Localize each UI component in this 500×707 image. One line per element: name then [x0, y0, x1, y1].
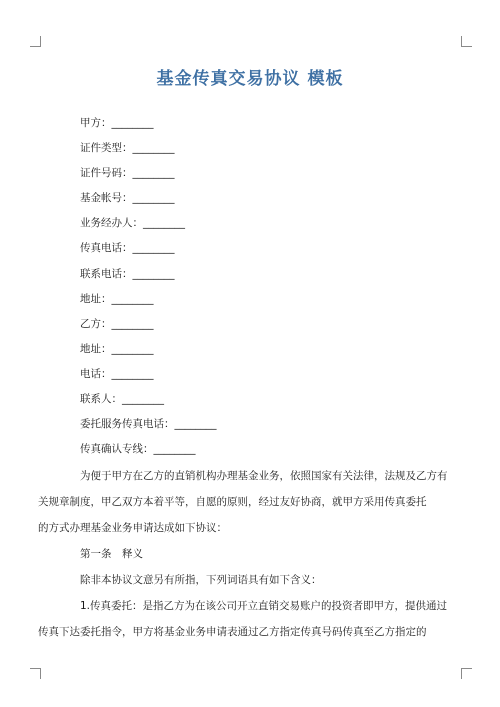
paragraph-purpose-line-3: 的方式办理基金业务申请达成如下协议： [38, 522, 227, 534]
field-agent: 业务经办人：________ [80, 217, 185, 230]
field-address-a: 地址：________ [80, 292, 154, 305]
document-title: 基金传真交易协议 模板 [156, 69, 344, 89]
definitions-intro: 除非本协议文意另有所指，下列词语具有如下含义： [80, 574, 322, 586]
party-info-fields [80, 116, 217, 467]
agreement-body [38, 463, 460, 645]
paragraph-purpose-line-2: 关规章制度，甲乙双方本着平等，自愿的原则，经过友好协商，就甲方采用传真委托 [38, 496, 427, 508]
field-fax: 传真电话：________ [80, 242, 175, 255]
article-one-heading: 第一条 释义 [80, 548, 143, 560]
field-id-type: 证件类型：________ [80, 142, 175, 155]
field-id-number: 证件号码：________ [80, 167, 175, 180]
field-party-b: 乙方：________ [80, 317, 154, 330]
crop-mark-top-right [461, 36, 472, 47]
field-service-fax: 委托服务传真电话：________ [80, 418, 217, 431]
field-phone-a: 联系电话：________ [80, 267, 175, 280]
definition-fax-line-2: 传真下达委托指令，甲方将基金业务申请表通过乙方指定传真号码传真至乙方指定的 [38, 626, 427, 638]
crop-mark-bottom-right [461, 668, 472, 679]
crop-mark-bottom-left [30, 668, 41, 679]
field-contact-b: 联系人：________ [80, 393, 164, 406]
field-party-a: 甲方：________ [80, 117, 154, 129]
paragraph-purpose-line-1: 为便于甲方在乙方的直销机构办理基金业务，依照国家有关法律，法规及乙方有 [80, 470, 448, 482]
crop-mark-top-left [30, 36, 41, 47]
field-fax-confirm-line: 传真确认专线：________ [80, 443, 196, 456]
field-fund-account: 基金帐号：________ [80, 192, 175, 205]
definition-fax-line-1: 1.传真委托：是指乙方为在该公司开立直销交易账户的投资者即甲方，提供通过 [80, 600, 448, 612]
field-address-b: 地址：________ [80, 342, 154, 355]
field-phone-b: 电话：________ [80, 367, 154, 380]
